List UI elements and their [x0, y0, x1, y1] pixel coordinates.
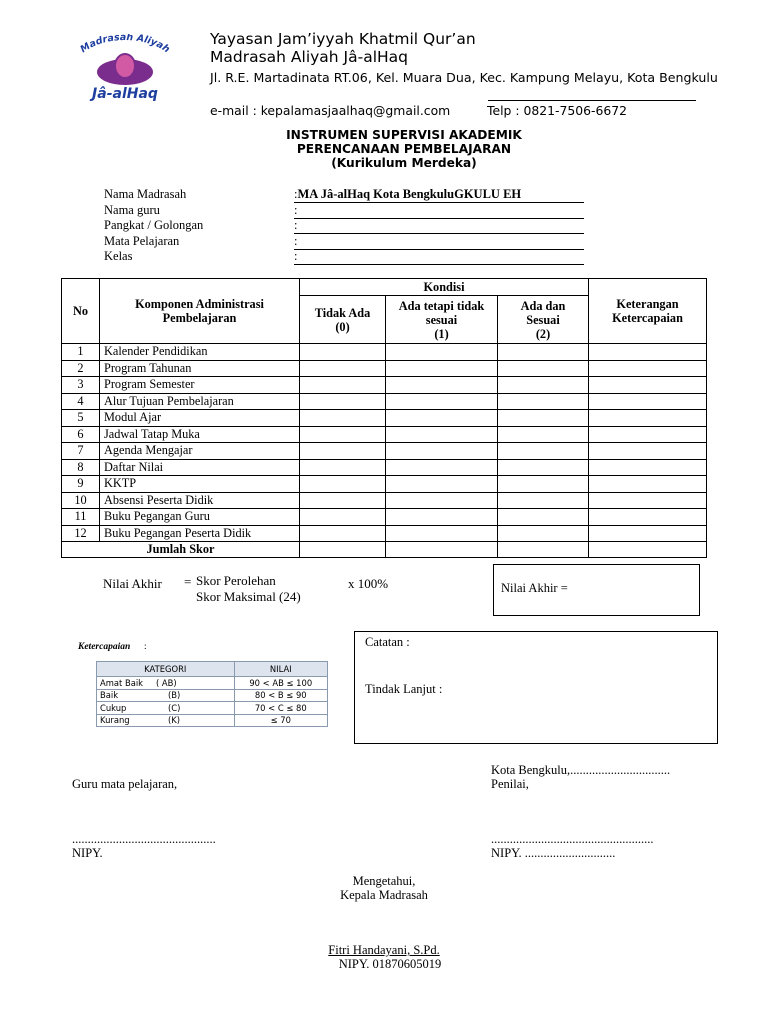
catatan-label: Catatan :	[365, 635, 410, 649]
document-title-line1: INSTRUMEN SUPERVISI AKADEMIK	[286, 128, 522, 142]
score-cell[interactable]	[300, 393, 386, 410]
logo-arc-text: Madrasah Aliyah	[78, 34, 172, 56]
keterangan-cell[interactable]	[589, 377, 707, 394]
formula-equals: =	[184, 574, 192, 589]
score-cell[interactable]	[386, 525, 498, 542]
score-cell[interactable]	[300, 476, 386, 493]
header-divider	[488, 100, 696, 101]
label-mata-pelajaran: Mata Pelajaran	[104, 234, 180, 248]
place-date: Kota Bengkulu,................................	[491, 763, 671, 777]
category-row: Kurang (K) ≤ 70	[97, 714, 328, 727]
label-nama-guru: Nama guru	[104, 203, 160, 217]
score-cell[interactable]	[300, 443, 386, 460]
score-cell[interactable]	[498, 459, 589, 476]
ketercapaian-colon: :	[144, 642, 147, 652]
school-logo	[66, 34, 184, 106]
score-cell[interactable]	[300, 509, 386, 526]
nilai-akhir-box[interactable]	[493, 564, 700, 616]
header-keterangan: Keterangan Ketercapaian	[589, 279, 707, 344]
field-nama-madrasah[interactable]: :MA Jâ-alHaq Kota BengkuluGKULU EH	[294, 187, 584, 203]
formula-multiplier: x 100%	[348, 576, 389, 591]
document-title-line3: (Kurikulum Merdeka)	[331, 156, 477, 170]
penilai-signature-line: ....................................................	[491, 832, 654, 846]
penilai-title: Penilai,	[491, 777, 529, 791]
table-row: 2 Program Tahunan	[62, 360, 707, 377]
header-kondisi: Kondisi	[300, 279, 589, 296]
score-cell[interactable]	[386, 410, 498, 427]
keterangan-cell[interactable]	[589, 459, 707, 476]
table-row: 7 Agenda Mengajar	[62, 443, 707, 460]
school-address: Jl. R.E. Martadinata RT.06, Kel. Muara Dua, Kec. Kampung Melayu, Kota Bengkulu	[210, 70, 718, 85]
school-name: Madrasah Aliyah Jâ-alHaq	[210, 48, 409, 66]
header-komponen: Komponen Administrasi Pembelajaran	[100, 279, 300, 344]
score-cell[interactable]	[300, 344, 386, 361]
score-cell[interactable]	[386, 459, 498, 476]
score-cell[interactable]	[300, 410, 386, 427]
table-row: 4 Alur Tujuan Pembelajaran	[62, 393, 707, 410]
penilai-nipy: NIPY. .............................	[491, 846, 616, 860]
score-cell[interactable]	[498, 476, 589, 493]
school-email[interactable]: e-mail : kepalamasjaalhaq@gmail.com	[210, 103, 451, 118]
score-cell[interactable]	[498, 410, 589, 427]
score-cell[interactable]	[300, 426, 386, 443]
total-cell[interactable]	[300, 542, 386, 558]
score-cell[interactable]	[386, 443, 498, 460]
score-cell[interactable]	[498, 525, 589, 542]
score-cell[interactable]	[300, 525, 386, 542]
foundation-name: Yayasan Jam’iyyah Khatmil Qur’an	[210, 30, 476, 48]
guru-signature-line: ..............................................	[72, 832, 216, 846]
category-row: Cukup (C) 70 < C ≤ 80	[97, 702, 328, 715]
keterangan-cell[interactable]	[589, 525, 707, 542]
tindak-lanjut-label: Tindak Lanjut :	[365, 682, 443, 696]
score-cell[interactable]	[300, 360, 386, 377]
score-cell[interactable]	[386, 476, 498, 493]
score-cell[interactable]	[386, 492, 498, 509]
score-cell[interactable]	[498, 492, 589, 509]
header-tidak-ada: Tidak Ada (0)	[300, 296, 386, 344]
table-row: 11 Buku Pegangan Guru	[62, 509, 707, 526]
score-cell[interactable]	[498, 377, 589, 394]
keterangan-cell[interactable]	[589, 410, 707, 427]
table-row: 1 Kalender Pendidikan	[62, 344, 707, 361]
total-label: Jumlah Skor	[62, 542, 300, 558]
head-nipy: NIPY. 01870605019	[338, 957, 442, 971]
logo-emblem	[115, 54, 135, 78]
keterangan-cell[interactable]	[589, 344, 707, 361]
formula-numerator: Skor Perolehan	[196, 573, 276, 588]
value-header: NILAI	[234, 662, 327, 677]
formula-label: Nilai Akhir	[103, 576, 162, 591]
category-header: KATEGORI	[97, 662, 235, 677]
table-row: 9 KKTP	[62, 476, 707, 493]
score-cell[interactable]	[498, 509, 589, 526]
kepala-madrasah-title: Kepala Madrasah	[340, 888, 428, 902]
logo-name: Jâ-alHaq	[92, 86, 158, 102]
keterangan-cell[interactable]	[589, 476, 707, 493]
total-cell[interactable]	[589, 542, 707, 558]
label-pangkat-golongan: Pangkat / Golongan	[104, 218, 204, 232]
category-row: Baik (B) 80 < B ≤ 90	[97, 689, 328, 702]
guru-nipy: NIPY.	[72, 846, 103, 860]
label-nama-madrasah: Nama Madrasah	[104, 187, 187, 201]
total-row	[62, 542, 707, 558]
score-cell[interactable]	[386, 426, 498, 443]
category-row: Amat Baik ( AB) 90 < AB ≤ 100	[97, 677, 328, 690]
school-phone: Telp : 0821-7506-6672	[487, 103, 627, 118]
head-name: Fitri Handayani, S.Pd.	[328, 943, 440, 957]
score-cell[interactable]	[498, 426, 589, 443]
table-row: 3 Program Semester	[62, 377, 707, 394]
table-row: 8 Daftar Nilai	[62, 459, 707, 476]
field-kelas[interactable]: :	[294, 249, 584, 265]
guru-title: Guru mata pelajaran,	[72, 777, 178, 791]
total-cell[interactable]	[498, 542, 589, 558]
score-cell[interactable]	[386, 360, 498, 377]
score-cell[interactable]	[300, 459, 386, 476]
ketercapaian-label: Ketercapaian	[78, 642, 131, 652]
table-row: 12 Buku Pegangan Peserta Didik	[62, 525, 707, 542]
score-cell[interactable]	[300, 377, 386, 394]
keterangan-cell[interactable]	[589, 360, 707, 377]
field-mata-pelajaran[interactable]: :	[294, 234, 584, 250]
score-cell[interactable]	[498, 344, 589, 361]
keterangan-cell[interactable]	[589, 509, 707, 526]
keterangan-cell[interactable]	[589, 393, 707, 410]
document-title-line2: PERENCANAAN PEMBELAJARAN	[296, 142, 512, 156]
score-cell[interactable]	[386, 344, 498, 361]
nama-madrasah-value: MA Jâ-alHaq Kota BengkuluGKULU EH	[297, 187, 522, 201]
header-no: No	[62, 279, 100, 344]
table-row: 5 Modul Ajar	[62, 410, 707, 427]
score-cell[interactable]	[498, 393, 589, 410]
table-row: 10 Absensi Peserta Didik	[62, 492, 707, 509]
field-nama-guru[interactable]: :	[294, 203, 584, 219]
score-cell[interactable]	[498, 360, 589, 377]
nilai-akhir-label: Nilai Akhir =	[501, 581, 568, 595]
keterangan-cell[interactable]	[589, 492, 707, 509]
label-kelas: Kelas	[104, 249, 133, 263]
keterangan-cell[interactable]	[589, 426, 707, 443]
score-cell[interactable]	[498, 443, 589, 460]
notes-box[interactable]	[354, 631, 718, 744]
field-pangkat-golongan[interactable]: :	[294, 218, 584, 234]
header-ada-sesuai: Ada dan Sesuai (2)	[498, 296, 589, 344]
category-table	[96, 661, 328, 727]
table-row: 6 Jadwal Tatap Muka	[62, 426, 707, 443]
header-ada-tidak-sesuai: Ada tetapi tidak sesuai (1)	[386, 296, 498, 344]
score-cell[interactable]	[300, 492, 386, 509]
mengetahui-label: Mengetahui,	[352, 874, 416, 888]
total-cell[interactable]	[386, 542, 498, 558]
formula-denominator: Skor Maksimal (24)	[196, 589, 301, 604]
keterangan-cell[interactable]	[589, 443, 707, 460]
supervision-table	[61, 278, 707, 558]
score-cell[interactable]	[386, 377, 498, 394]
score-cell[interactable]	[386, 509, 498, 526]
score-cell[interactable]	[386, 393, 498, 410]
